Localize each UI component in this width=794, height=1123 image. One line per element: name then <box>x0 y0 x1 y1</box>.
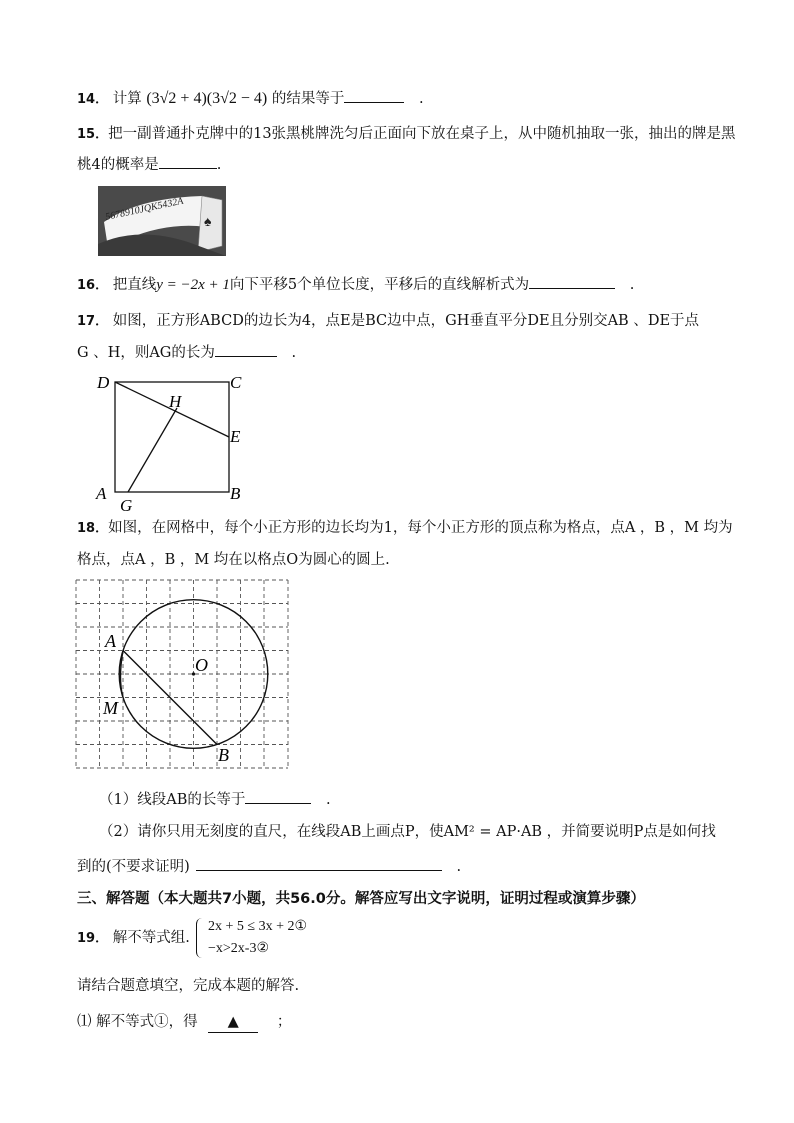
question-number: 15． <box>77 127 109 142</box>
question-text: （2）请你只用无刻度的直尺，在线段AB上画点P，使AM² = AP·AB ，并简要说明P点是如何找 <box>99 824 716 840</box>
triangle-icon: ▲ <box>227 1014 239 1030</box>
question-text: 计算 <box>112 91 142 107</box>
math-expression: y = −2x + 1 <box>156 277 230 293</box>
answer-blank <box>196 856 442 871</box>
answer-blank <box>245 789 311 804</box>
spade-icon: ♠ <box>204 215 212 230</box>
label-h: H <box>169 392 182 411</box>
answer-blank <box>208 1012 258 1033</box>
question-text: 的结果等于 <box>271 91 345 107</box>
question-15-line-2 <box>77 154 221 175</box>
label-m: M <box>103 698 118 718</box>
question-18-line-1 <box>77 518 733 539</box>
label-a: A <box>96 484 107 503</box>
question-17-line-2 <box>77 342 296 363</box>
question-text: 把直线 <box>112 277 157 293</box>
question-text: 向下平移5个单位长度，平移后的直线解析式为 <box>229 277 530 293</box>
label-d: D <box>97 373 110 392</box>
question-19-line-2 <box>77 976 299 996</box>
period: . <box>418 91 424 107</box>
question-text: 把一副普通扑克牌中的13张黑桃牌洗匀后正面向下放在桌子上，从中随机抽取一张，抽出的牌是黑 <box>108 126 736 142</box>
question-18-part-1 <box>99 789 331 810</box>
answer-blank <box>159 154 217 169</box>
question-15-line-1 <box>77 124 736 145</box>
question-18-part-2-line-2 <box>77 856 461 877</box>
period: . <box>456 859 462 875</box>
grid-circle-figure <box>75 579 291 771</box>
semicolon: ； <box>276 1014 292 1030</box>
brace <box>196 918 205 958</box>
question-number: 17． <box>77 314 109 329</box>
square-figure <box>92 370 252 516</box>
section-heading: 三、解答题（本大题共7小题，共56.0分。解答应写出文字说明，证明过程或演算步骤） <box>77 891 645 907</box>
question-16 <box>77 274 634 296</box>
question-number: 19． <box>77 931 109 946</box>
question-19 <box>77 928 190 949</box>
question-text: 如图，正方形ABCD的边长为4，点E是BC边中点，GH垂直平分DE且分别交AB 、DE于点 <box>112 313 700 329</box>
inequality-1: 2x + 5 ≤ 3x + 2① <box>208 919 308 934</box>
inequality-2: −x>2x-3② <box>208 941 270 956</box>
label-e: E <box>230 427 241 446</box>
label-c: C <box>230 373 242 392</box>
question-number: 16． <box>77 278 109 293</box>
question-18-line-2 <box>77 550 390 570</box>
segment-gh <box>128 408 177 492</box>
playing-cards-image <box>98 186 226 256</box>
answer-blank <box>215 342 277 357</box>
question-18-part-2-line-1 <box>99 822 716 842</box>
question-number: 18． <box>77 521 109 536</box>
period: . <box>629 277 635 293</box>
label-a: A <box>105 631 116 651</box>
cards-text: 5678910JQK5432A <box>104 195 185 223</box>
question-text: 如图，在网格中，每个小正方形的边长均为1，每个小正方形的顶点称为格点，点A ，B ，M 均为 <box>108 520 733 536</box>
question-text: 请结合题意填空，完成本题的解答. <box>77 978 300 994</box>
label-o: O <box>195 655 208 675</box>
period: . <box>325 792 331 808</box>
answer-blank <box>529 274 615 289</box>
dashed-grid <box>76 580 288 768</box>
label-b: B <box>230 484 241 503</box>
question-text: G 、H，则AG的长为 <box>77 345 215 361</box>
question-text: 到的(不要求证明) <box>77 859 190 875</box>
math-expression: (3√2 + 4)(3√2 − 4) <box>146 90 268 107</box>
question-text: 解不等式组. <box>112 930 190 946</box>
question-text: 格点，点A ，B ，M 均在以格点O为圆心的圆上. <box>77 552 390 568</box>
question-text: 桃4的概率是 <box>77 157 159 173</box>
question-text: ⑴ 解不等式①，得 <box>77 1014 198 1030</box>
question-14 <box>77 88 424 110</box>
question-number: 14． <box>77 92 109 107</box>
label-b: B <box>218 745 229 765</box>
question-17-line-1 <box>77 311 699 332</box>
answer-blank <box>344 88 404 103</box>
label-g: G <box>120 496 133 515</box>
question-text: （1）线段AB的长等于 <box>99 792 246 808</box>
period: . <box>216 157 222 173</box>
question-19-step-1 <box>77 1012 291 1033</box>
period: . <box>291 345 297 361</box>
